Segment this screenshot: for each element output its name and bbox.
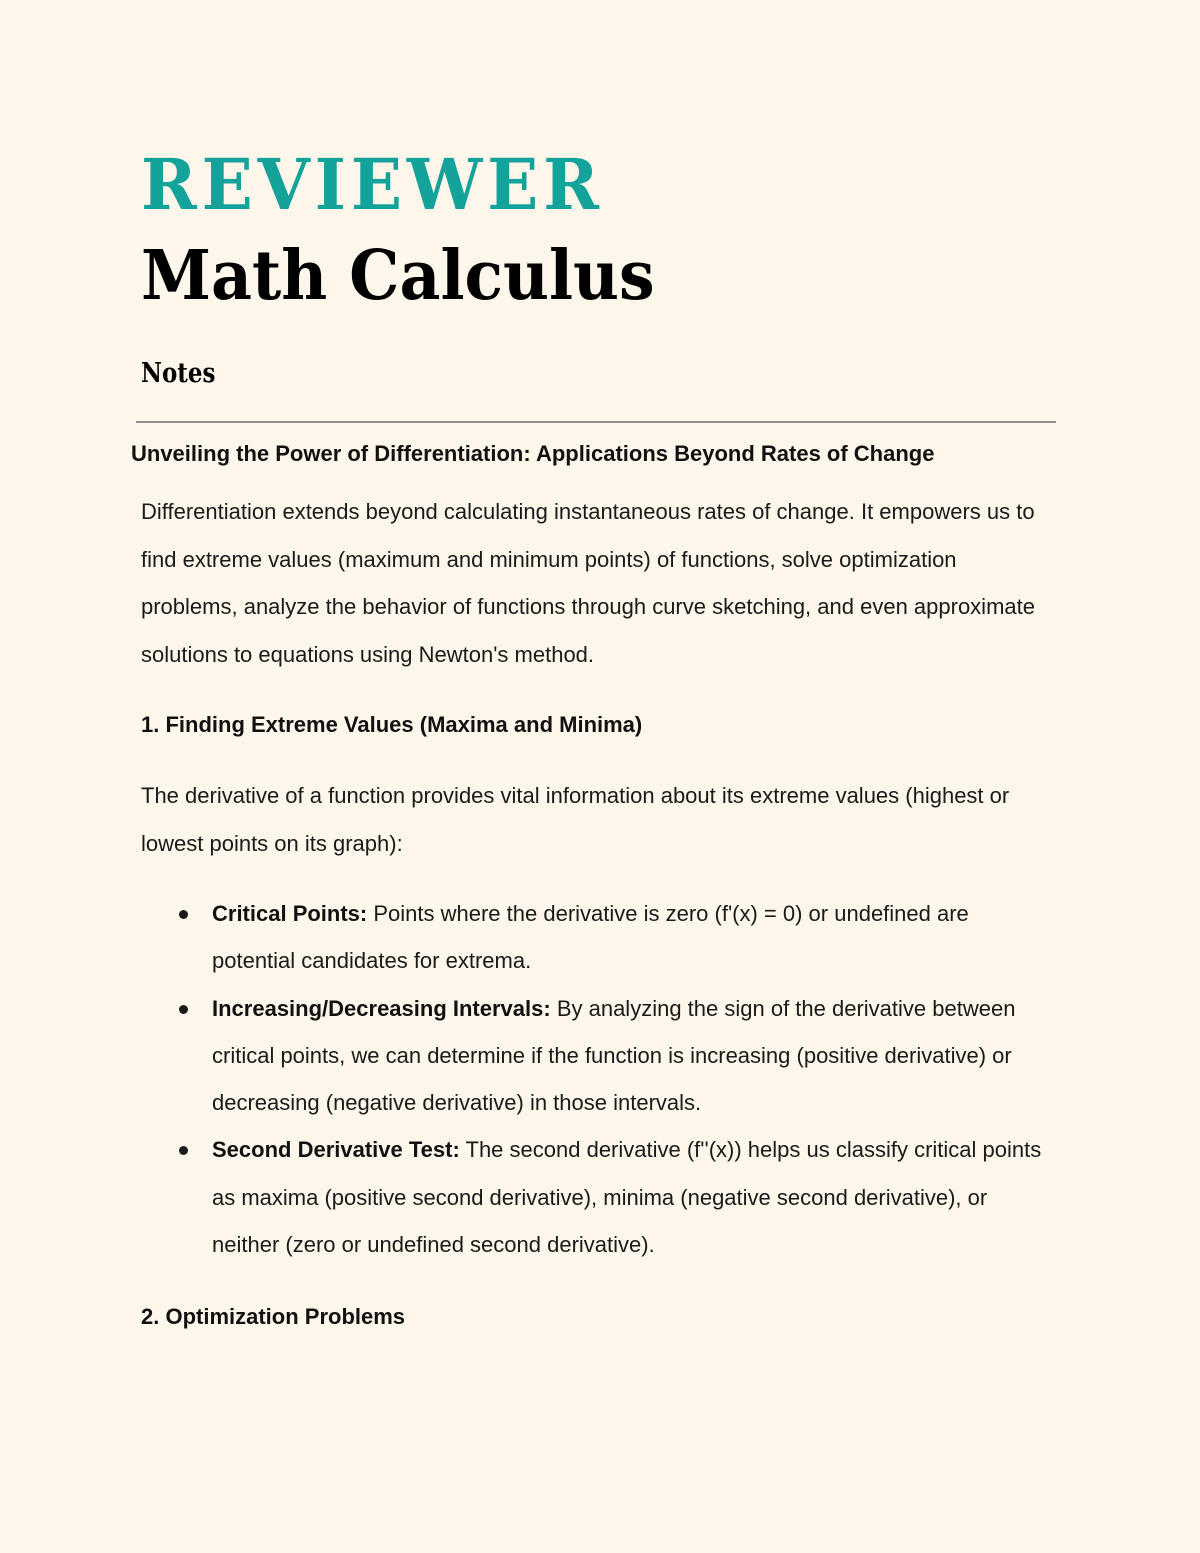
bullet-term: Second Derivative Test: — [212, 1137, 460, 1163]
document-kicker: REVIEWER — [141, 143, 604, 226]
bullet-icon — [179, 910, 188, 919]
bullet-term: Increasing/Decreasing Intervals: — [212, 995, 551, 1021]
bullet-text: The second derivative (f''(x)) helps us classify critical points as maxima (positive second derivative), minima (negative second derivative), or neither (zero or undefined second derivative). — [212, 1137, 1042, 1258]
part1-heading: 1. Finding Extreme Values (Maxima and Minima) — [141, 712, 643, 737]
list-item — [212, 1126, 1052, 1268]
bullet-text: Points where the derivative is zero (f'(x) = 0) or undefined are potential candidates for extrema. — [212, 901, 969, 974]
bullet-icon — [179, 1005, 188, 1014]
intro-paragraph: Differentiation extends beyond calculating instantaneous rates of change. It empowers us to find extreme values (maximum and minimum points) of functions, solve optimization problems, analyze the behavior of functions through curve sketching, and even approximate solutions to equations using Newton's method. — [141, 499, 1035, 667]
document-subtitle: Notes — [141, 358, 216, 389]
bullet-text: By analyzing the sign of the derivative between critical points, we can determine if the function is increasing (positive derivative) or decreasing (negative derivative) in those intervals. — [212, 995, 1016, 1116]
list-item — [212, 985, 1052, 1127]
list-item — [212, 890, 1052, 985]
document-title: Math Calculus — [141, 236, 655, 316]
horizontal-divider — [136, 421, 1056, 423]
bullet-icon — [179, 1146, 188, 1155]
part1-paragraph: The derivative of a function provides vital information about its extreme values (highest or lowest points on its graph): — [141, 783, 1010, 856]
extreme-values-list — [212, 890, 1052, 1268]
part2-heading: 2. Optimization Problems — [141, 1304, 406, 1329]
section-heading: Unveiling the Power of Differentiation: Applications Beyond Rates of Change — [131, 441, 935, 466]
bullet-term: Critical Points: — [212, 901, 368, 926]
